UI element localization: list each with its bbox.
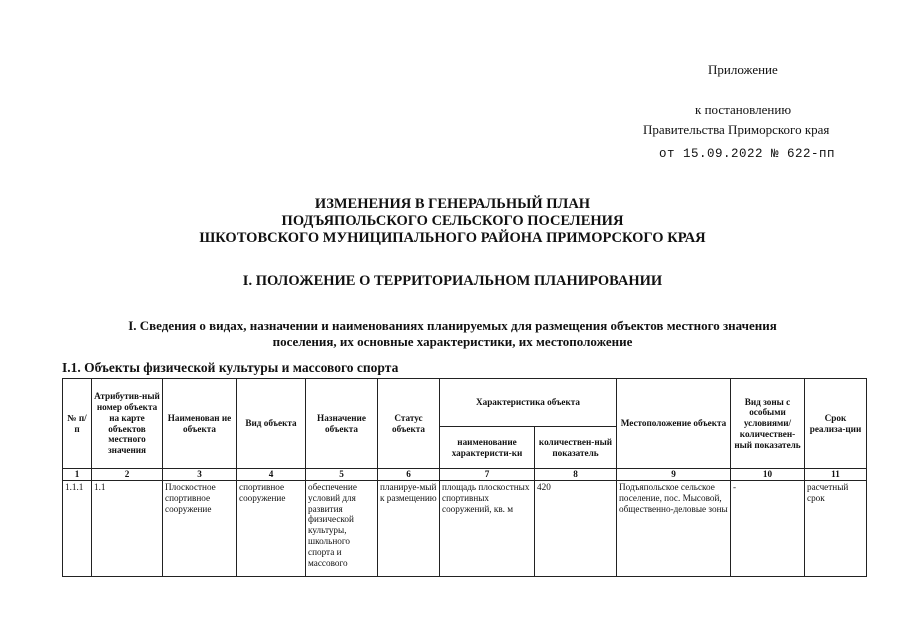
cell-attribute-number: 1.1	[92, 481, 163, 577]
header-object-purpose: Назначение объекта	[306, 379, 378, 469]
col-number: 3	[163, 469, 237, 481]
col-number: 9	[617, 469, 731, 481]
section-heading: I. ПОЛОЖЕНИЕ О ТЕРРИТОРИАЛЬНОМ ПЛАНИРОВАНИИ	[242, 273, 663, 289]
col-number: 5	[306, 469, 378, 481]
col-number: 11	[805, 469, 867, 481]
annex-date-number: от 15.09.2022 № 622-пп	[659, 147, 836, 161]
header-location: Местоположение объекта	[617, 379, 731, 469]
col-number: 1	[63, 469, 92, 481]
cell-object-purpose: обеспечение условий для развития физической культуры, школьного спорта и массового	[306, 481, 378, 577]
col-number: 8	[535, 469, 617, 481]
col-number: 10	[731, 469, 805, 481]
annex-resolution: к постановлению	[695, 102, 792, 117]
col-number: 7	[440, 469, 535, 481]
cell-object-name: Плоскостное спортивное сооружение	[163, 481, 237, 577]
subsection-line-1: I. Сведения о видах, назначении и наименованиях планируемых для размещения объектов местного значения	[128, 318, 777, 333]
cell-num: 1.1.1	[63, 481, 92, 577]
header-zone: Вид зоны с особыми условиями/ количествен-ный показатель	[731, 379, 805, 469]
annex-label: Приложение	[708, 62, 778, 77]
header-characteristic-name: наименование характеристи-ки	[440, 427, 535, 469]
header-term: Срок реализа-ции	[805, 379, 867, 469]
cell-characteristic-quantity: 420	[535, 481, 617, 577]
col-number: 4	[237, 469, 306, 481]
document-title	[0, 196, 905, 247]
col-number: 6	[378, 469, 440, 481]
table-title: I.1. Объекты физической культуры и массового спорта	[62, 360, 399, 375]
title-line-3: ШКОТОВСКОГО МУНИЦИПАЛЬНОГО РАЙОНА ПРИМОРСКОГО КРАЯ	[199, 230, 706, 246]
annex-government: Правительства Приморского края	[643, 122, 830, 137]
subsection-line-2: поселения, их основные характеристики, их местоположение	[272, 334, 633, 349]
cell-location: Подъяпольское сельское поселение, пос. Мысовой, общественно-деловые зоны	[617, 481, 731, 577]
header-attribute-number: Атрибутив-ный номер объекта на карте объектов местного значения	[92, 379, 163, 469]
cell-object-kind: спортивное сооружение	[237, 481, 306, 577]
subsection-heading	[30, 318, 875, 350]
objects-table	[62, 378, 867, 577]
header-num: № п/п	[63, 379, 92, 469]
title-line-2: ПОДЪЯПОЛЬСКОГО СЕЛЬСКОГО ПОСЕЛЕНИЯ	[281, 213, 624, 229]
cell-characteristic-name: площадь плоскостных спортивных сооружений, кв. м	[440, 481, 535, 577]
header-object-status: Статус объекта	[378, 379, 440, 469]
header-object-kind: Вид объекта	[237, 379, 306, 469]
title-line-1: ИЗМЕНЕНИЯ В ГЕНЕРАЛЬНЫЙ ПЛАН	[314, 196, 591, 212]
table-row	[63, 481, 867, 577]
header-characteristic-quantity: количествен-ный показатель	[535, 427, 617, 469]
cell-term: расчетный срок	[805, 481, 867, 577]
cell-zone: -	[731, 481, 805, 577]
cell-object-status: планируе-мый к размещению	[378, 481, 440, 577]
header-object-name: Наименован ие объекта	[163, 379, 237, 469]
header-characteristics: Характеристика объекта	[440, 379, 617, 427]
col-number: 2	[92, 469, 163, 481]
